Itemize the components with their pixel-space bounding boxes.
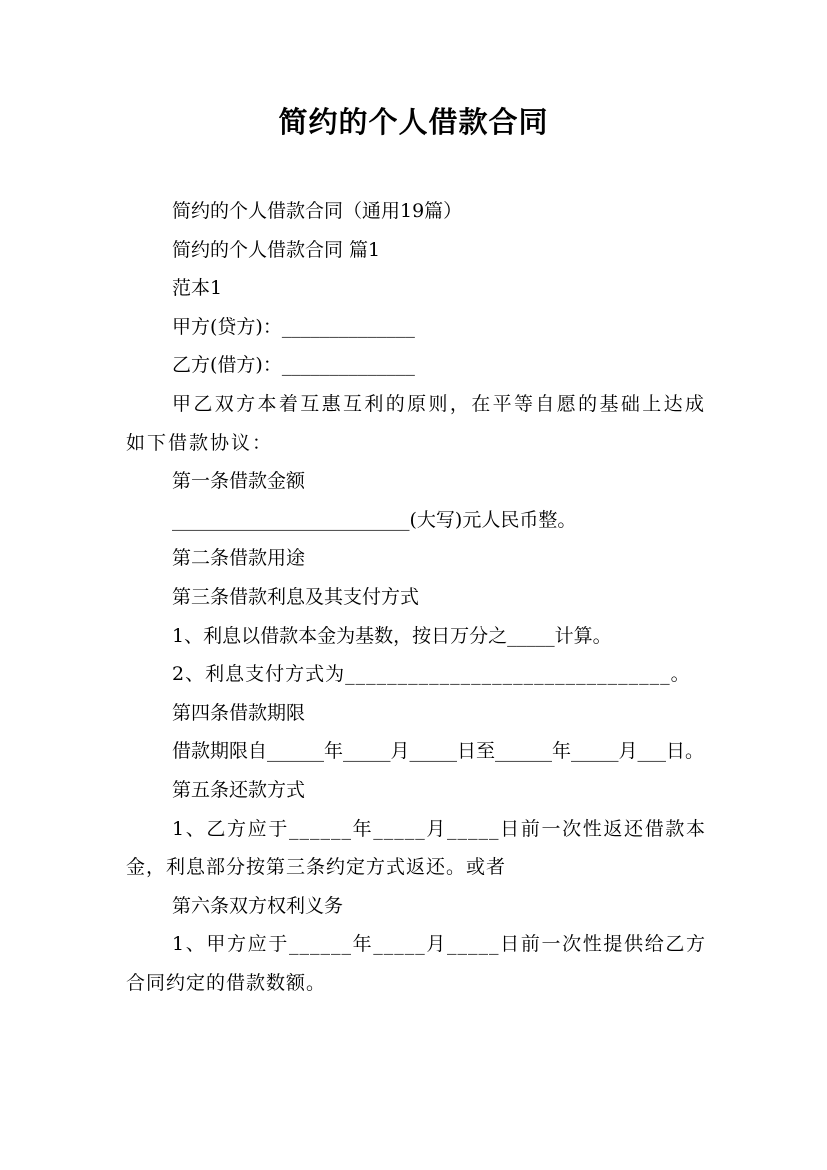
paragraph-article-1: 第一条借款金额 — [172, 470, 306, 493]
paragraph-section-heading: 简约的个人借款合同 篇1 — [172, 238, 381, 261]
paragraph-repayment: 1、乙方应于______年_____月_____日前一次性返还借款本金，利息部分按第三条约定方式返还。或者 — [126, 817, 706, 879]
paragraph-subtitle: 简约的个人借款合同（通用19篇） — [172, 200, 463, 222]
paragraph-loan-amount: _________________________(大写)元人民币整。 — [172, 508, 577, 531]
paragraph-article-4: 第四条借款期限 — [172, 701, 306, 724]
paragraph-agreement-intro: 甲乙双方本着互惠互利的原则，在平等自愿的基础上达成如下借款协议： — [126, 392, 706, 454]
paragraph-article-6: 第六条双方权利义务 — [172, 894, 344, 917]
paragraph-interest-payment: 2、利息支付方式为_______________________________。 — [172, 663, 691, 686]
paragraph-article-5: 第五条还款方式 — [172, 778, 306, 801]
paragraph-loan-term: 借款期限自______年_____月_____日至______年_____月___日。 — [172, 740, 705, 763]
paragraph-template-label: 范本1 — [172, 277, 223, 300]
document-title: 简约的个人借款合同 — [278, 105, 549, 139]
paragraph-interest-rate: 1、利息以借款本金为基数，按日万分之_____计算。 — [172, 624, 612, 647]
paragraph-lender-obligation: 1、甲方应于______年_____月_____日前一次性提供给乙方合同约定的借款数额。 — [126, 933, 706, 994]
paragraph-article-2: 第二条借款用途 — [172, 547, 306, 570]
document-body — [126, 192, 706, 1002]
paragraph-party-a: 甲方(贷方)：______________ — [172, 315, 415, 338]
paragraph-article-3: 第三条借款利息及其支付方式 — [172, 585, 420, 608]
paragraph-party-b: 乙方(借方)：______________ — [172, 354, 415, 377]
